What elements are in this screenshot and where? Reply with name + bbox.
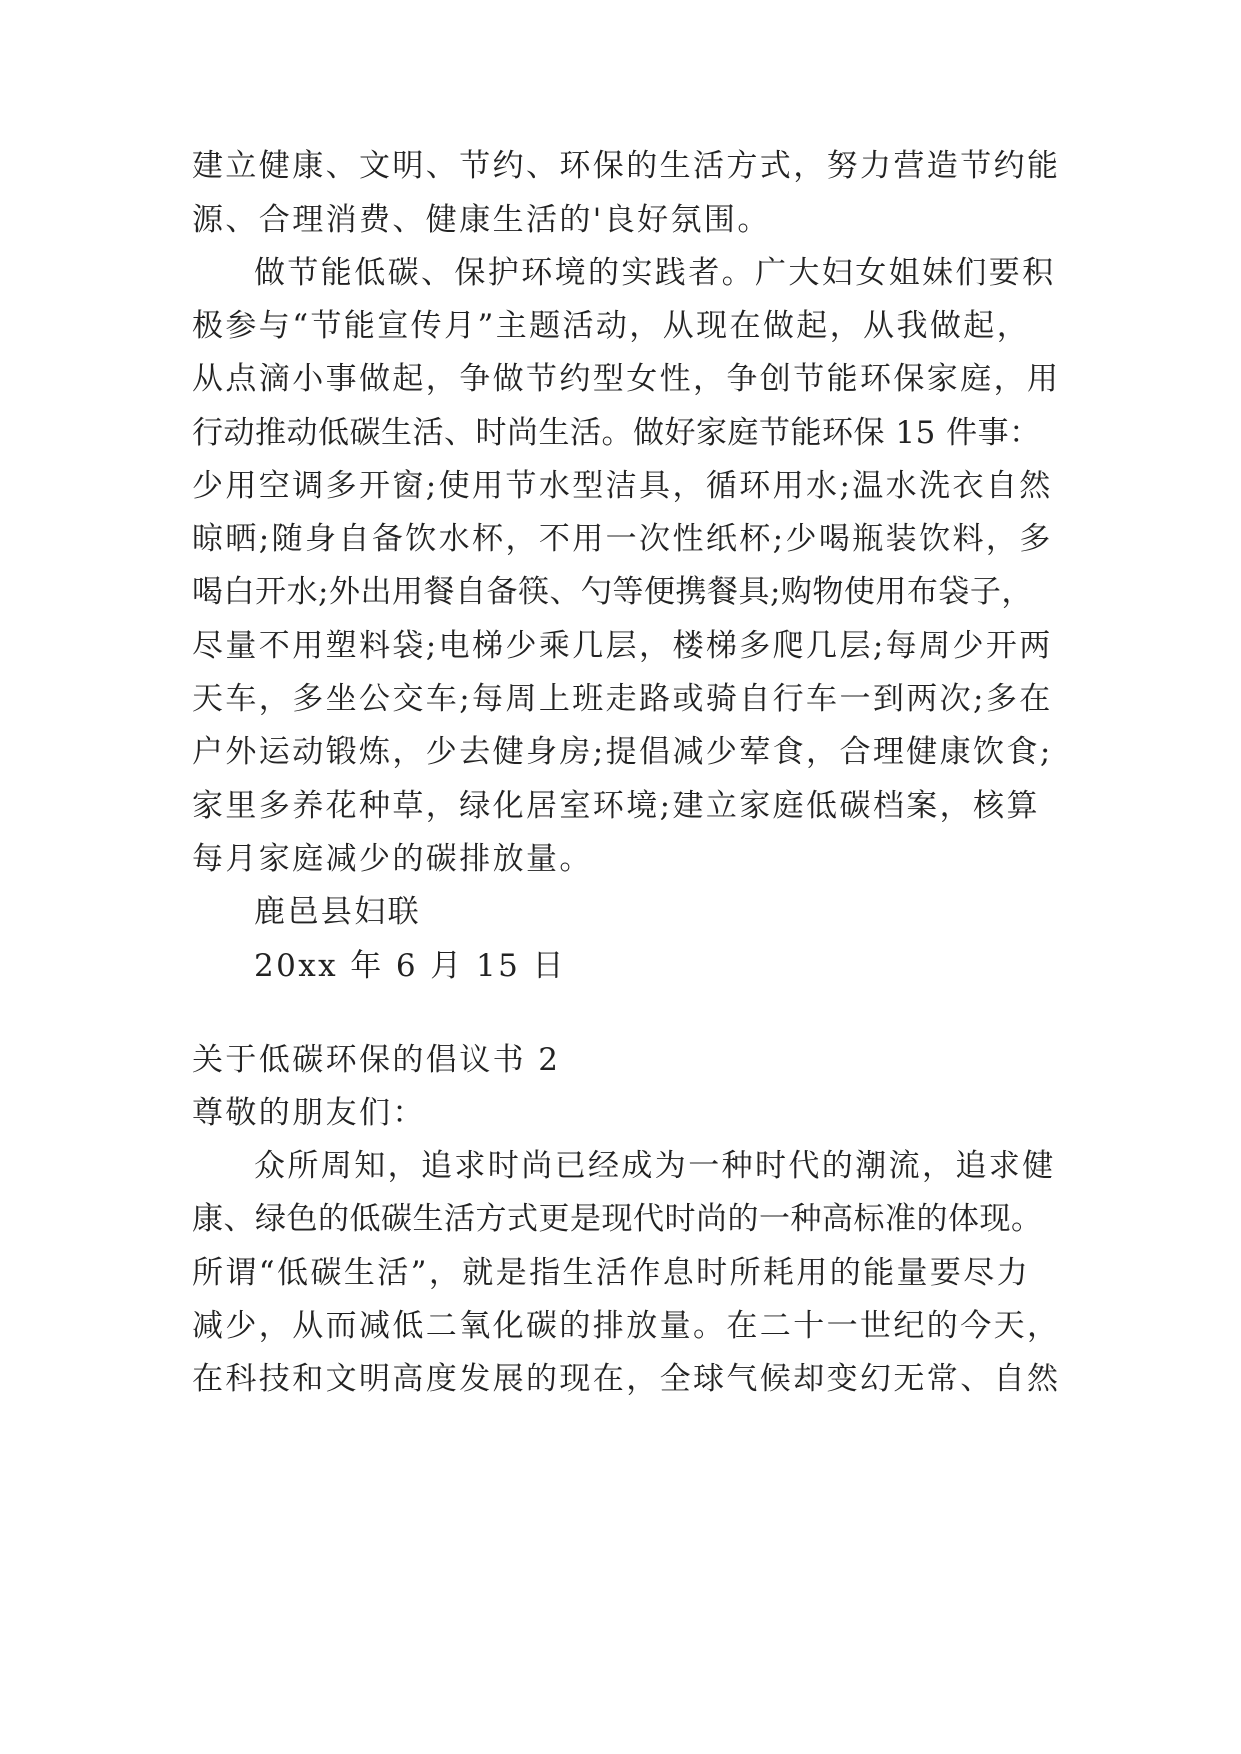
paragraph-line: 户外运动锻炼，少去健身房;提倡减少荤食，合理健康饮食; <box>192 734 1053 770</box>
paragraph-line: 减少，从而减低二氧化碳的排放量。在二十一世纪的今天， <box>192 1308 1061 1344</box>
paragraph-line: 少用空调多开窗;使用节水型洁具，循环用水;温水洗衣自然 <box>192 468 1053 504</box>
paragraph-line: 天车，多坐公交车;每周上班走路或骑自行车一到两次;多在 <box>192 681 1053 717</box>
paragraph-line: 建立健康、文明、节约、环保的生活方式，努力营造节约能 <box>192 148 1061 184</box>
paragraph-line: 从点滴小事做起，争做节约型女性，争创节能环保家庭，用 <box>192 361 1061 397</box>
paragraph-line: 晾晒;随身自备饮水杯，不用一次性纸杯;少喝瓶装饮料，多 <box>192 521 1053 557</box>
date: 20xx 年 6 月 15 日 <box>254 948 566 984</box>
signature: 鹿邑县妇联 <box>254 894 421 930</box>
paragraph-line: 尽量不用塑料袋;电梯少乘几层，楼梯多爬几层;每周少开两 <box>192 628 1053 664</box>
paragraph-line: 众所周知，追求时尚已经成为一种时代的潮流，追求健 <box>254 1148 1056 1184</box>
paragraph-line: 喝白开水;外出用餐自备筷、勺等便携餐具;购物使用布袋子， <box>192 574 1033 610</box>
section-title: 关于低碳环保的倡议书 2 <box>192 1042 561 1078</box>
paragraph-line: 做节能低碳、保护环境的实践者。广大妇女姐妹们要积 <box>254 255 1056 291</box>
paragraph-line: 行动推动低碳生活、时尚生活。做好家庭节能环保 15 件事： <box>192 415 1041 451</box>
paragraph-line: 所谓“低碳生活”，就是指生活作息时所耗用的能量要尽力 <box>192 1255 1031 1291</box>
paragraph-line: 在科技和文明高度发展的现在，全球气候却变幻无常、自然 <box>192 1361 1061 1397</box>
paragraph-line: 每月家庭减少的碳排放量。 <box>192 841 593 877</box>
paragraph-line: 极参与“节能宣传月”主题活动，从现在做起，从我做起， <box>192 308 1031 344</box>
paragraph-line: 源、合理消费、健康生活的'良好氛围。 <box>192 202 771 238</box>
paragraph-line: 康、绿色的低碳生活方式更是现代时尚的一种高标准的体现。 <box>192 1201 1043 1237</box>
paragraph-line: 家里多养花种草，绿化居室环境;建立家庭低碳档案，核算 <box>192 788 1040 824</box>
salutation: 尊敬的朋友们： <box>192 1095 426 1131</box>
